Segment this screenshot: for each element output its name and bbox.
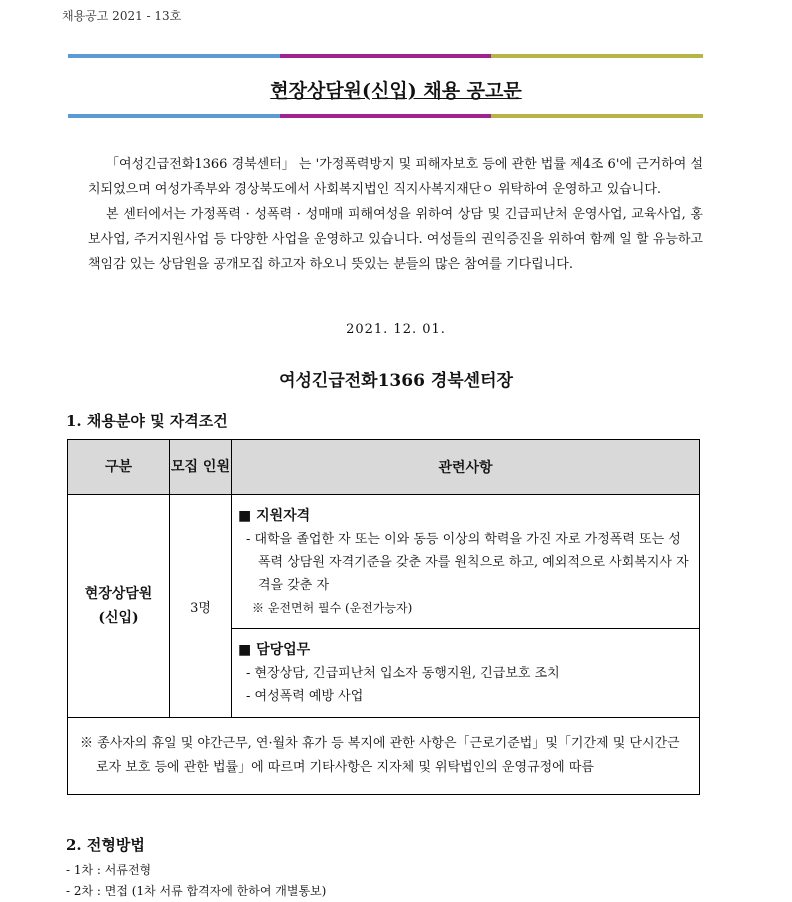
- cell-count: 3명: [170, 495, 232, 718]
- top-color-bar: [68, 54, 703, 58]
- section-1-title: 1. 채용분야 및 자격조건: [66, 412, 228, 430]
- intro-paragraph-2: 본 센터에서는 가정폭력 · 성폭력 · 성매매 피해여성을 위하여 상담 및 긴급피난처 운영사업, 교육사업, 홍보사업, 주거지원사업 등 다양한 사업을 운영하고 있습니다. 여성들의 권익증진을 위하여 함께 일 할 유능하고 책임감 있는 상담원을 공개모집 하고자 하오니 뜻있는 분들의 많은 참여를 기다립니다.: [88, 207, 703, 272]
- license-note: ※ 운전면허 필수 (운전가능자): [252, 601, 413, 615]
- intro-paragraph-1: 「여성긴급전화1366 경북센터」 는 '가정폭력방지 및 피해자보호 등에 관한 법률 제4조 6'에 근거하여 설치되었으며 여성가족부와 경상북도에서 사회복지법인 직지사복지재단ㅇ 위탁하여 운영하고 있습니다.: [88, 157, 704, 197]
- table-row: [68, 495, 700, 629]
- duty-item-1: - 현장상담, 긴급피난처 입소자 동행지원, 긴급보호 조치: [246, 666, 560, 681]
- welfare-footnote: ※ 종사자의 휴일 및 야간근무, 연·월차 휴가 등 복지에 관한 사항은「근로기준법」및「기간제 및 단시간근로자 보호 등에 관한 법률」에 따르며 기타사항은 지자체 및 위탁법인의 운영규정에 따름: [68, 718, 700, 795]
- header-category: 구분: [68, 440, 170, 495]
- step-2: - 2차 : 면접 (1차 서류 합격자에 한하여 개별통보): [66, 884, 327, 898]
- page-title: 현장상담원(신입) 채용 공고문: [270, 80, 522, 102]
- table-header-row: [68, 440, 700, 495]
- intro-text: [88, 152, 703, 277]
- center-name: 여성긴급전화1366 경북센터장: [279, 371, 513, 391]
- qualification-heading: ■ 지원자격: [238, 508, 311, 524]
- announcement-date: 2021. 12. 01.: [346, 322, 446, 337]
- cell-duties: [232, 629, 700, 718]
- table-row: [68, 718, 700, 795]
- header-details: 관련사항: [232, 440, 700, 495]
- header-count: 모집 인원: [170, 440, 232, 495]
- section-2-title: 2. 전형방법: [66, 836, 145, 854]
- recruitment-table: [67, 439, 700, 795]
- duties-heading: ■ 담당업무: [238, 642, 311, 658]
- selection-steps: [66, 860, 326, 902]
- cell-qualification: [232, 495, 700, 629]
- qualification-text: - 대학을 졸업한 자 또는 이와 동등 이상의 학력을 가진 자로 가정폭력 또는 성폭력 상담원 자격기준을 갖춘 자를 원칙으로 하고, 예외적으로 사회복지사 자격을 갖춘 자: [246, 532, 689, 593]
- bottom-color-bar: [68, 114, 703, 118]
- document-number: 채용공고 2021 - 13호: [62, 9, 182, 23]
- step-1: - 1차 : 서류전형: [66, 863, 152, 877]
- cell-category: 현장상담원 (신입): [68, 495, 170, 718]
- duty-item-2: - 여성폭력 예방 사업: [246, 689, 364, 704]
